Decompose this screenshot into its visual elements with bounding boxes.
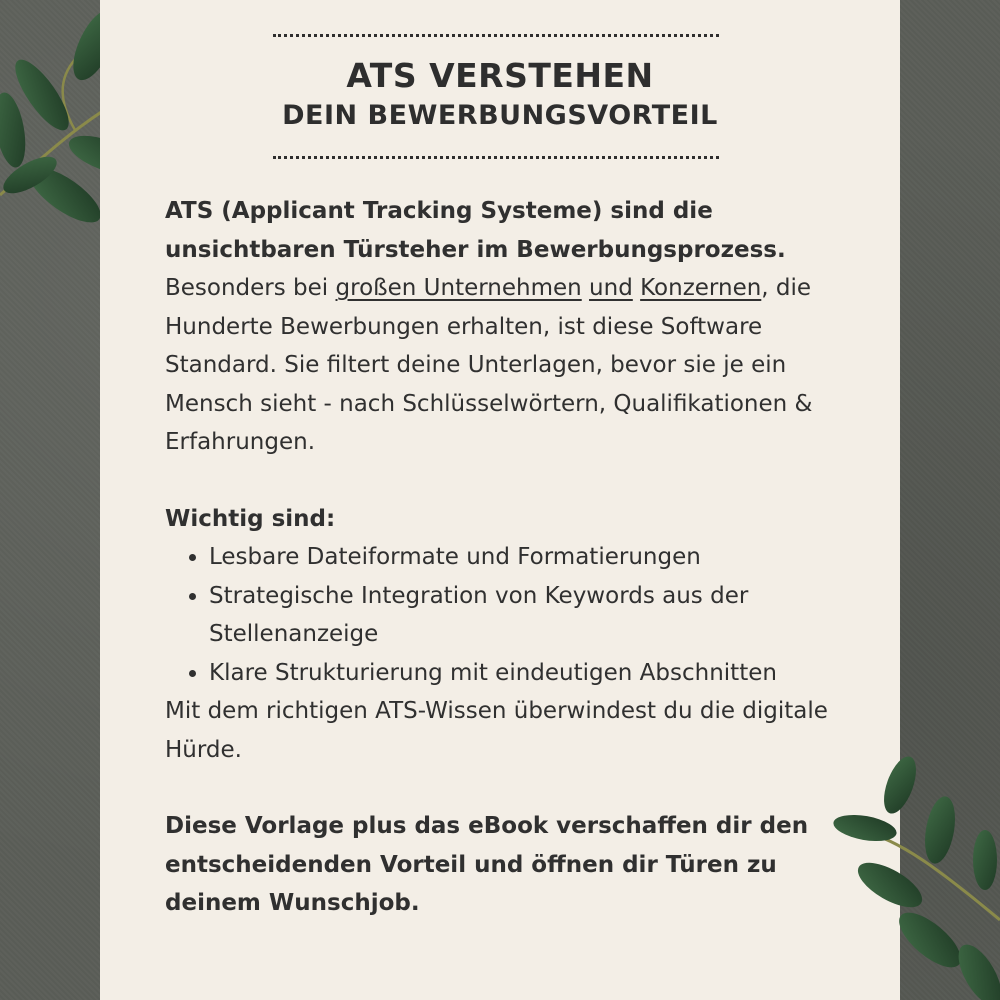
body-text — [165, 192, 855, 923]
page-title: ATS VERSTEHEN — [346, 56, 654, 95]
intro-space-1 — [582, 275, 589, 301]
intro-text-2: , die Hunderte Bewerbungen erhalten, ist diese Software Standard. Sie filtert deine Unterlagen, bevor sie je ein Mensch sieht - nach Schlüsselwörtern, Qualifikationen & Erfahrungen. — [165, 275, 813, 455]
dotted-divider-top — [273, 34, 719, 37]
important-heading: Wichtig sind: — [165, 505, 336, 532]
spacer — [165, 462, 855, 500]
intro-bold: ATS (Applicant Tracking Systeme) sind die unsichtbaren Türsteher im Bewerbungsprozess. — [165, 198, 786, 263]
cta-text: Diese Vorlage plus das eBook verschaffen dir den entscheidenden Vorteil und öffnen dir Türen zu deinem Wunschjob. — [165, 813, 809, 916]
closing-text: Mit dem richtigen ATS-Wissen überwindest du die digitale Hürde. — [165, 698, 828, 763]
list-item: • Strategische Integration von Keywords aus der Stellenanzeige — [209, 577, 855, 654]
link-und[interactable]: und — [589, 275, 633, 301]
dotted-divider-bottom — [273, 156, 719, 159]
link-grosse-unternehmen[interactable]: großen Unternehmen — [335, 275, 582, 301]
link-konzernen[interactable]: Konzernen — [640, 275, 762, 301]
page-subtitle: DEIN BEWERBUNGSVORTEIL — [282, 100, 718, 131]
leaf-branch-bottom-right-icon — [830, 750, 1000, 1000]
list-item: • Klare Strukturierung mit eindeutigen Abschnitten — [209, 654, 855, 693]
list-item: • Lesbare Dateiformate und Formatierungen — [209, 538, 855, 577]
intro-text-1: Besonders bei — [165, 275, 336, 301]
spacer — [165, 769, 855, 807]
intro-paragraph — [165, 192, 855, 462]
important-list — [165, 538, 855, 692]
